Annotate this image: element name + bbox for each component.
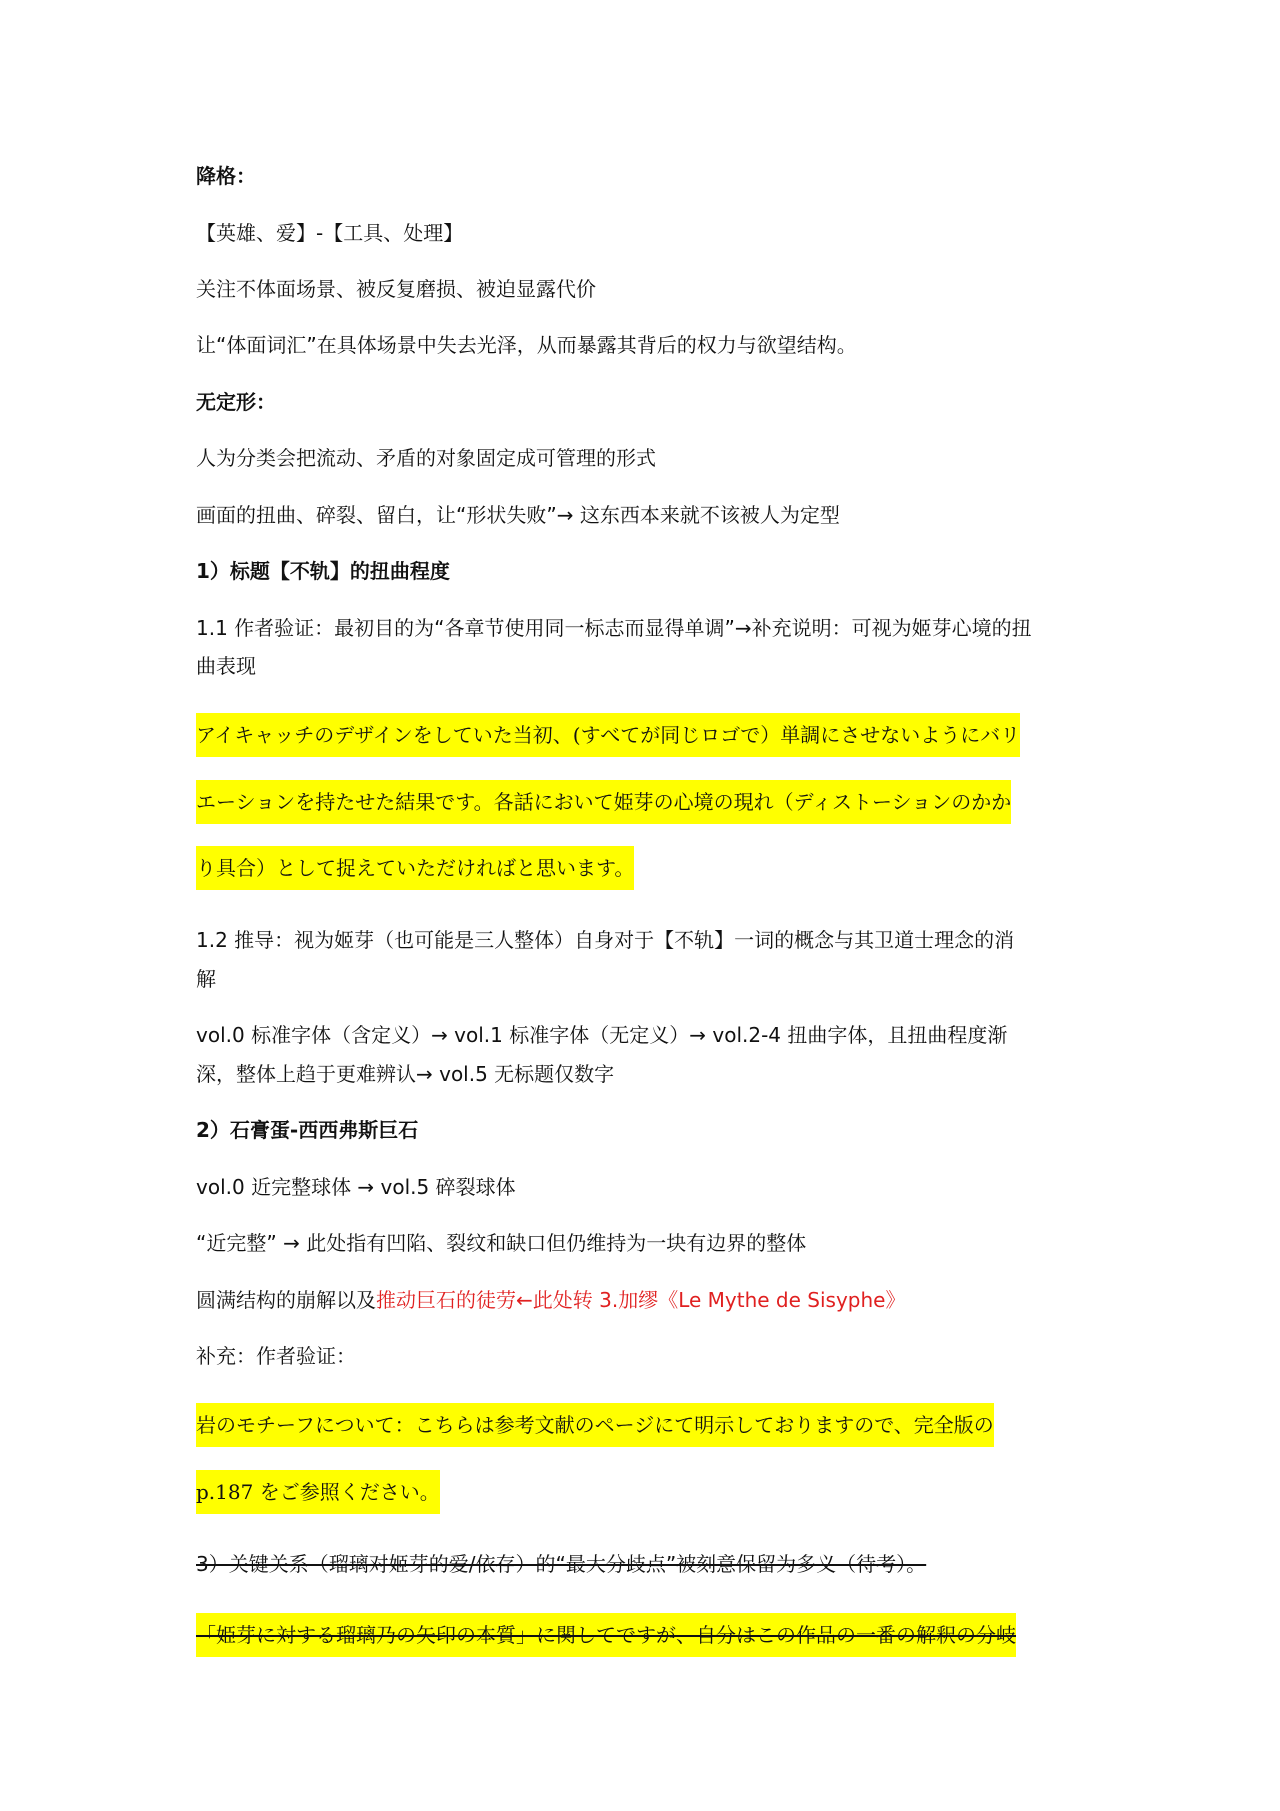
highlighted-rock-quote-line-1: 岩のモチーフについて：こちらは参考文献のページにて明示しておりますので、完全版の	[196, 1403, 994, 1447]
highlighted-relation-quote-line-1: 「姫芽に対する瑠璃乃の矢印の本質」に関してですが、自分はこの作品の一番の解釈の分岐	[196, 1613, 1016, 1657]
verification-line-1: 1.1 作者验证：最初目的为“各章节使用同一标志而显得单调”→补充说明：可视为姬芽心境的扭	[196, 616, 1032, 640]
egg-line-1: vol.0 近完整球体 → vol.5 碎裂球体	[196, 1175, 516, 1199]
egg-line-3-text: 圆满结构的崩解以及	[196, 1288, 376, 1312]
formless-line-2: 画面的扭曲、碎裂、留白，让“形状失败”→ 这东西本来就不该被人为定型	[196, 503, 840, 527]
highlighted-rock-quote-line-2: p.187 をご参照ください。	[196, 1470, 440, 1514]
vol-progression-line-2: 深，整体上趋于更难辨认→ vol.5 无标题仅数字	[196, 1062, 615, 1086]
highlighted-quote-line-3: り具合）として捉えていただければと思います。	[196, 846, 634, 890]
highlighted-quote-line-2: エーションを持たせた結果です。各話において姫芽の心境の現れ（ディストーションのかか	[196, 780, 1011, 824]
heading-formless: 无定形：	[196, 390, 276, 414]
degrade-line-3: 让“体面词汇”在具体场景中失去光泽，从而暴露其背后的权力与欲望结构。	[196, 333, 857, 357]
formless-line-1: 人为分类会把流动、矛盾的对象固定成可管理的形式	[196, 446, 656, 470]
degrade-line-1: 【英雄、爱】-【工具、处理】	[196, 221, 464, 245]
heading-degrade: 降格：	[196, 164, 256, 188]
vol-progression-line-1: vol.0 标准字体（含定义）→ vol.1 标准字体（无定义）→ vol.2-4 扭曲字体，且扭曲程度渐	[196, 1023, 1008, 1047]
heading-key-relation: 3）关键关系（瑠璃对姬芽的爱/依存）的“最大分歧点”被刻意保留为多义（待考）。	[196, 1552, 927, 1576]
heading-title-distortion: 1）标题【不轨】的扭曲程度	[196, 559, 450, 583]
heading-plaster-egg: 2）石膏蛋-西西弗斯巨石	[196, 1118, 419, 1142]
highlighted-quote-line-1: アイキャッチのデザインをしていた当初、(すべてが同じロゴで）単調にさせないようにバリ	[196, 713, 1020, 757]
egg-line-2: “近完整” → 此处指有凹陷、裂纹和缺口但仍维持为一块有边界的整体	[196, 1231, 807, 1255]
inference-line-1: 1.2 推导：视为姬芽（也可能是三人整体）自身对于【不轨】一词的概念与其卫道士理念的消	[196, 928, 1015, 952]
degrade-line-2: 关注不体面场景、被反复磨损、被迫显露代价	[196, 277, 596, 301]
inference-line-2: 解	[196, 967, 216, 991]
egg-line-3	[196, 1286, 905, 1314]
sisyphus-reference-text: 推动巨石的徒劳←此处转 3.加缪《Le Mythe de Sisyphe》	[376, 1288, 906, 1312]
egg-supplement-line: 补充：作者验证：	[196, 1344, 356, 1368]
verification-line-2: 曲表现	[196, 654, 256, 678]
